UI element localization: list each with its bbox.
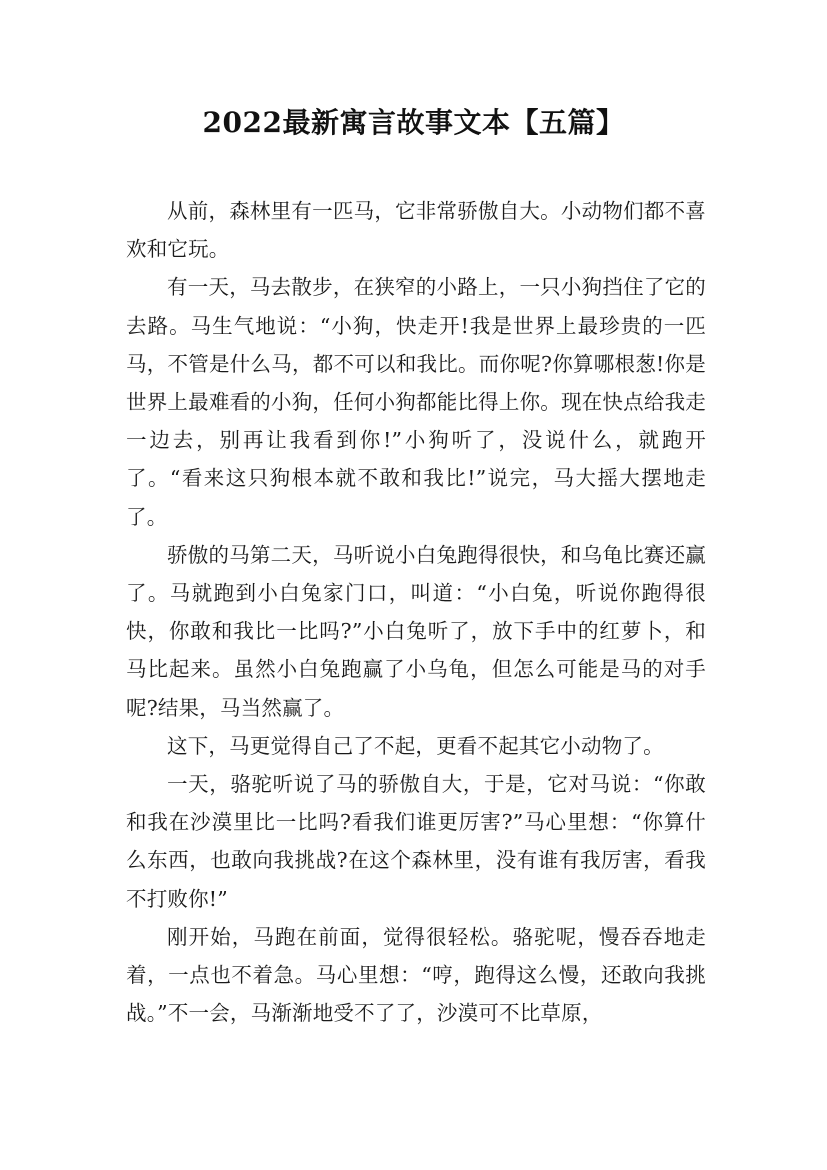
paragraph: 有一天，马去散步，在狭窄的小路上，一只小狗挡住了它的去路。马生气地说：“小狗，快走开!我是世界上最珍贵的一匹马，不管是什么马，都不可以和我比。而你呢?你算哪根葱!你是世界上最难看的小狗，任何小狗都能比得上你。现在快点给我走一边去，别再让我看到你!”小狗听了，没说什么，就跑开了。“看来这只狗根本就不敢和我比!”说完，马大摇大摆地走了。: [126, 275, 706, 529]
paragraph: 这下，马更觉得自己了不起，更看不起其它小动物了。: [167, 733, 664, 758]
document-title: 2022最新寓言故事文本【五篇】: [202, 106, 625, 139]
paragraph: 一天，骆驼听说了马的骄傲自大，于是，它对马说：“你敢和我在沙漠里比一比吗?看我们谁更厉害?”马心里想：“你算什么东西，也敢向我挑战?在这个森林里，没有谁有我厉害，看我不打败你!”: [126, 772, 706, 911]
paragraph: 骄傲的马第二天，马听说小白兔跑得很快，和乌龟比赛还赢了。马就跑到小白兔家门口，叫道：“小白兔，听说你跑得很快，你敢和我比一比吗?”小白兔听了，放下手中的红萝卜，和马比起来。虽然小白兔跑赢了小乌龟，但怎么可能是马的对手呢?结果，马当然赢了。: [126, 542, 706, 720]
document-body: [126, 192, 706, 1032]
paragraph: 从前，森林里有一匹马，它非常骄傲自大。小动物们都不喜欢和它玩。: [126, 199, 706, 262]
paragraph: 刚开始，马跑在前面，觉得很轻松。骆驼呢，慢吞吞地走着，一点也不着急。马心里想：“哼，跑得这么慢，还敢向我挑战。”不一会，马渐渐地受不了了，沙漠可不比草原，: [126, 924, 706, 1026]
